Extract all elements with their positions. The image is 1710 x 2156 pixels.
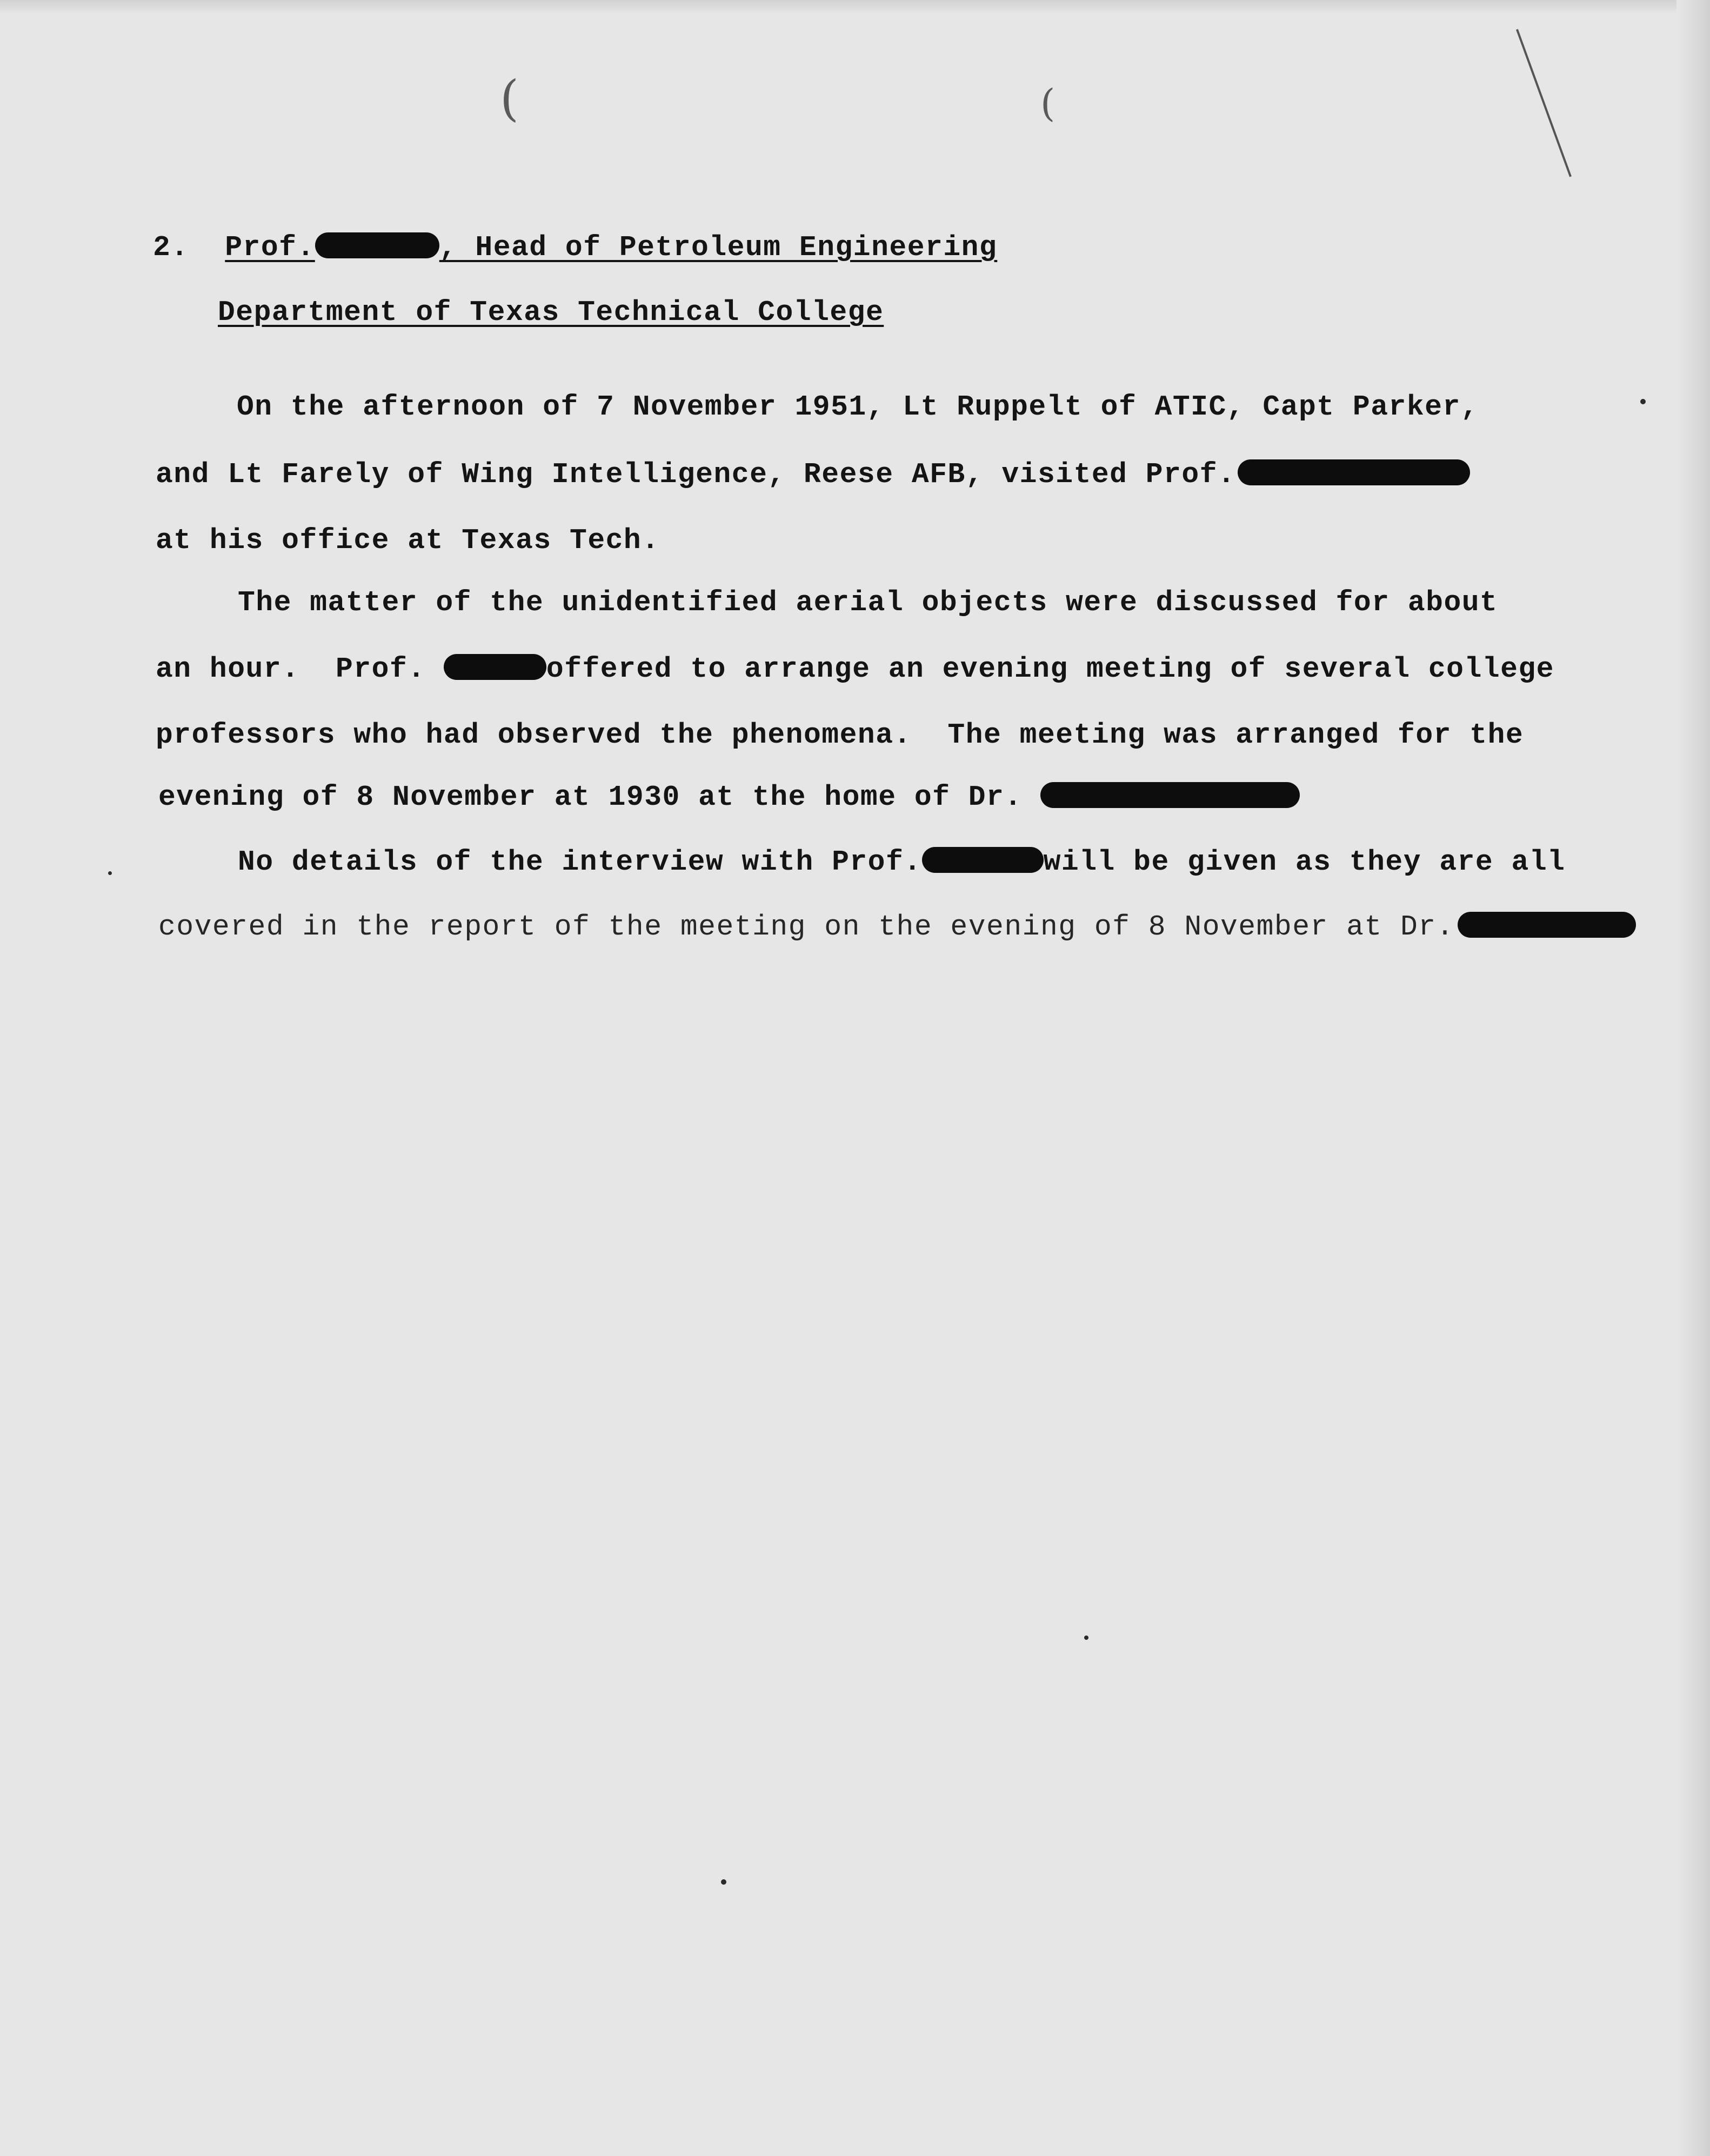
redaction-block — [1458, 912, 1636, 938]
paragraph3-line1-after: will be given as they are all — [1043, 846, 1566, 878]
redaction-block — [1238, 459, 1470, 485]
paragraph1-line2 — [156, 458, 1470, 491]
paragraph2-line2-after: offered to arrange an evening meeting of several college — [546, 653, 1554, 685]
section-heading-line2: Department of Texas Technical College — [218, 296, 884, 329]
heading-prof: Prof. — [225, 231, 315, 264]
heading-title: , Head of Petroleum Engineering — [439, 231, 998, 264]
paragraph2-line4 — [158, 781, 1300, 813]
sheet-right-edge — [1676, 0, 1710, 2156]
paragraph1-line2-text: and Lt Farely of Wing Intelligence, Reese AFB, visited Prof. — [156, 458, 1236, 491]
punch-hole-mark-left: ( — [500, 70, 519, 127]
paragraph1-line1: On the afternoon of 7 November 1951, Lt Ruppelt of ATIC, Capt Parker, — [237, 391, 1479, 423]
paragraph2-line3: professors who had observed the phenomena. The meeting was arranged for the — [156, 719, 1524, 751]
speck — [1084, 1636, 1088, 1640]
paragraph2-line2-before: an hour. Prof. — [156, 653, 426, 685]
redaction-block — [444, 654, 546, 680]
redaction-block — [315, 232, 439, 258]
speck — [721, 1879, 726, 1885]
paragraph1-line3: at his office at Texas Tech. — [156, 524, 660, 557]
redaction-block — [1040, 782, 1300, 808]
paragraph3-line1 — [238, 846, 1565, 878]
paragraph3-line2-text: covered in the report of the meeting on the evening of 8 November at Dr. — [158, 911, 1454, 943]
section-heading-line1 — [153, 231, 997, 264]
punch-hole-mark-right: ( — [1040, 81, 1056, 125]
paragraph3-line1-before: No details of the interview with Prof. — [238, 846, 922, 878]
section-number: 2. — [153, 231, 189, 264]
sheet-top-edge — [0, 0, 1710, 14]
paper-crease — [1516, 29, 1572, 177]
speck — [108, 871, 112, 875]
paragraph2-line4-text: evening of 8 November at 1930 at the home of Dr. — [158, 781, 1023, 813]
paragraph3-line2 — [158, 911, 1636, 943]
paragraph2-line1: The matter of the unidentified aerial objects were discussed for about — [238, 586, 1498, 619]
redaction-block — [922, 847, 1044, 873]
speck — [1640, 399, 1646, 404]
paragraph2-line2 — [156, 653, 1554, 685]
